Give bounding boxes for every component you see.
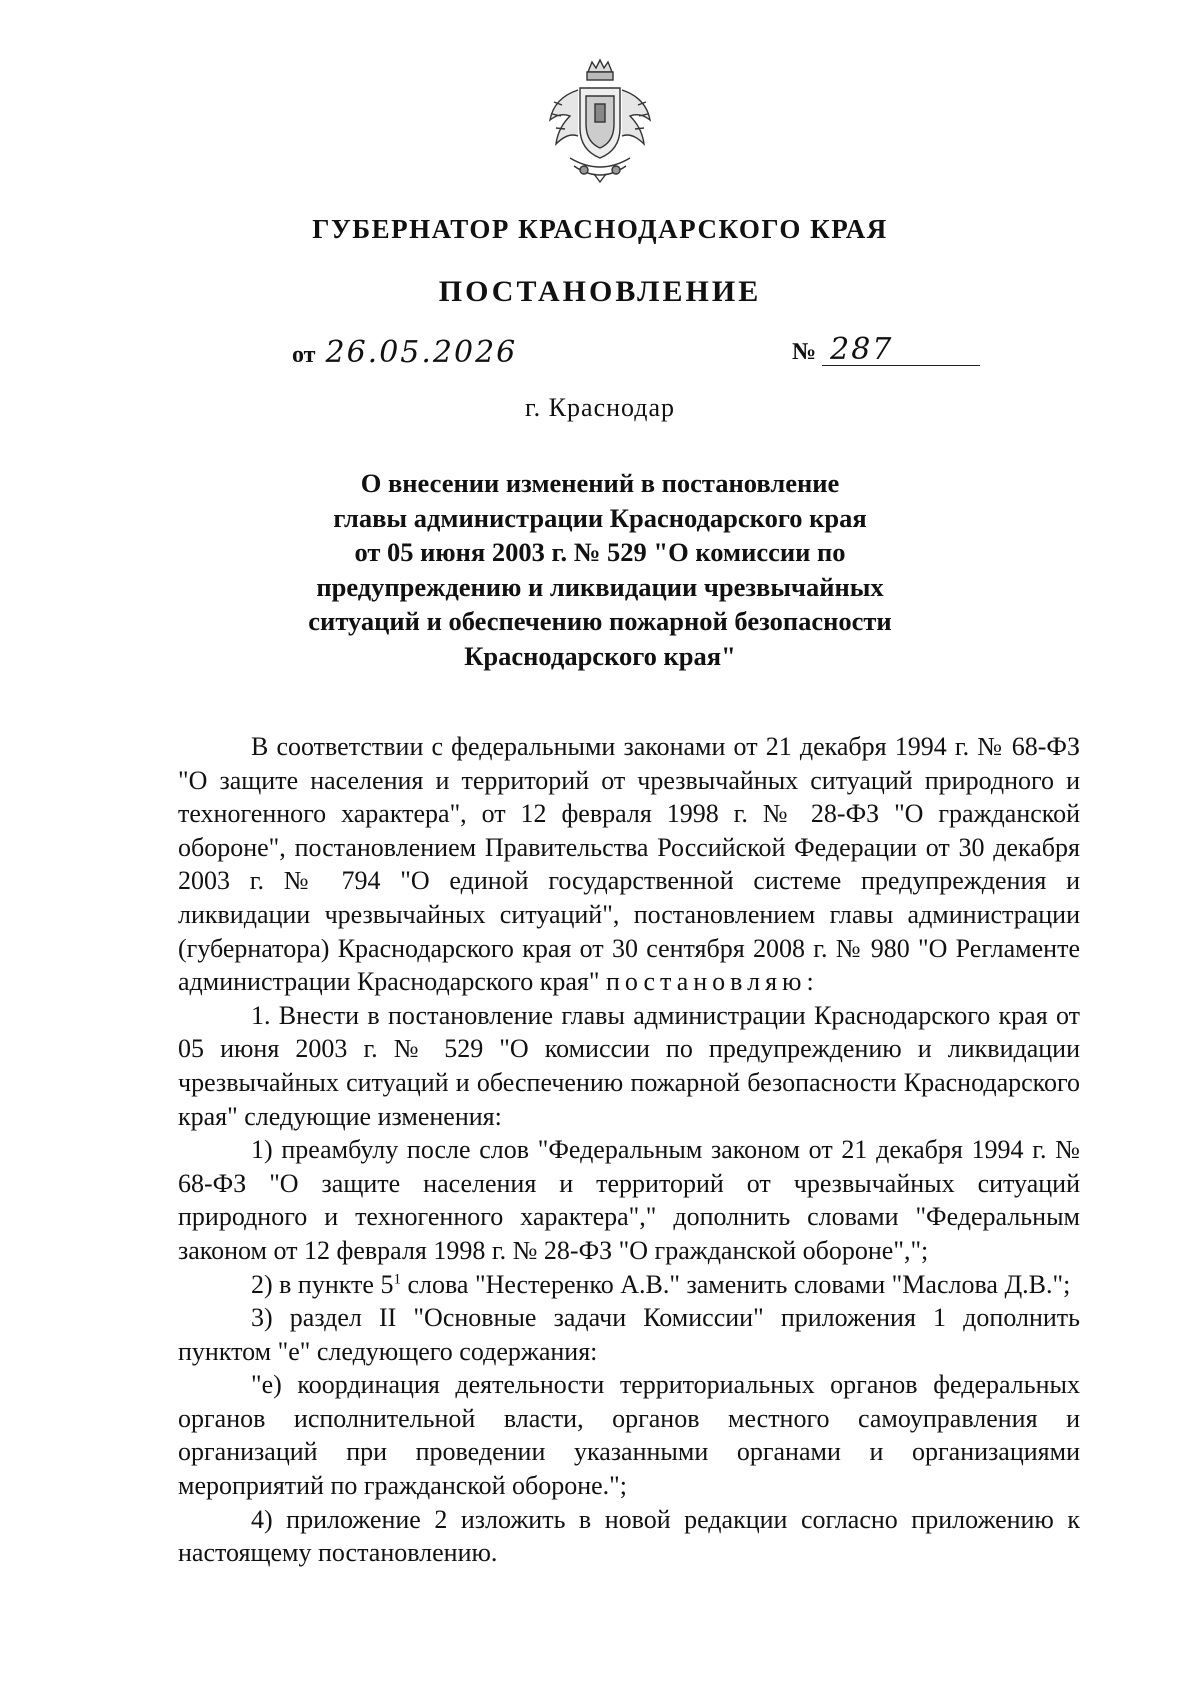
body-paragraph: 2) в пункте $5^1$ слова "Нестеренко А.В." заменить словами "Маслова Д.В."; (251, 1269, 1071, 1299)
number-prefix: № (792, 339, 817, 365)
handwritten-date: 26.05.2026 (325, 335, 518, 370)
title-line: главы администрации Краснодарского края (333, 502, 867, 533)
body-paragraph: "е) координация деятельности территориальных органов федеральных органов исполнительной власти, органов местного самоуправления и организаций при проведении указанными органами и организациями мероприятий по гражданской обороне."; (178, 1370, 1080, 1501)
handwritten-number: 287 (822, 335, 980, 366)
title-line: предупреждению и ликвидации чрезвычайных (316, 571, 884, 602)
title-line: Краснодарского края" (464, 640, 736, 671)
decree-word: постановляю: (605, 967, 819, 997)
document-type: ПОСТАНОВЛЕНИЕ (438, 275, 762, 308)
document-body (178, 730, 1080, 1570)
issuing-authority: ГУБЕРНАТОР КРАСНОДАРСКОГО КРАЯ (312, 214, 888, 244)
title-line: от 05 июня 2003 г. № 529 "О комиссии по (354, 537, 846, 567)
body-paragraph: 1. Внести в постановление главы администрации Краснодарского края от 05 июня 2003 г. № 529 "О комиссии по предупреждению и ликвидации чрезвычайных ситуаций и обеспечению пожарной безопасности Краснодарского края" следующие изменения: (178, 1000, 1080, 1131)
body-paragraph: 4) приложение 2 изложить в новой редакции согласно приложению к настоящему постановлению. (178, 1504, 1080, 1568)
coat-of-arms-icon (540, 58, 660, 188)
number-line (792, 332, 980, 367)
body-paragraph: 3) раздел II "Основные задачи Комиссии" приложения 1 дополнить пунктом "е" следующего содержания: (178, 1303, 1080, 1366)
date-prefix: от (292, 342, 316, 368)
title-line: О внесении изменений в постановление (360, 468, 840, 498)
date-line (292, 335, 517, 370)
body-paragraph: 1) преамбулу после слов "Федеральным законом от 21 декабря 1994 г. № 68-ФЗ "О защите населения и территорий от чрезвычайных ситуаций природного и техногенного характера"," дополнить словами "Федеральным законом от 12 февраля 1998 г. № 28-ФЗ "О гражданской обороне","; (178, 1135, 1080, 1265)
document-title (300, 466, 900, 673)
body-paragraph: В соответствии с федеральными законами от 21 декабря 1994 г. № 68-ФЗ "О защите населения и территорий от чрезвычайных ситуаций природного и техногенного характера", от 12 февраля 1998 г. № 28-ФЗ "О гражданской обороне", постановлением Правительства Российской Федерации от 30 декабря 2003 г. № 794 "О единой государственной системе предупреждения и ликвидации чрезвычайных ситуаций", постановлением главы администрации (губернатора) Краснодарского края от 30 сентября 2008 г. № 980 "О Регламенте администрации Краснодарского края" постановляю: (178, 732, 1080, 997)
title-line: ситуаций и обеспечению пожарной безопасности (308, 606, 892, 636)
city: г. Краснодар (524, 393, 676, 422)
